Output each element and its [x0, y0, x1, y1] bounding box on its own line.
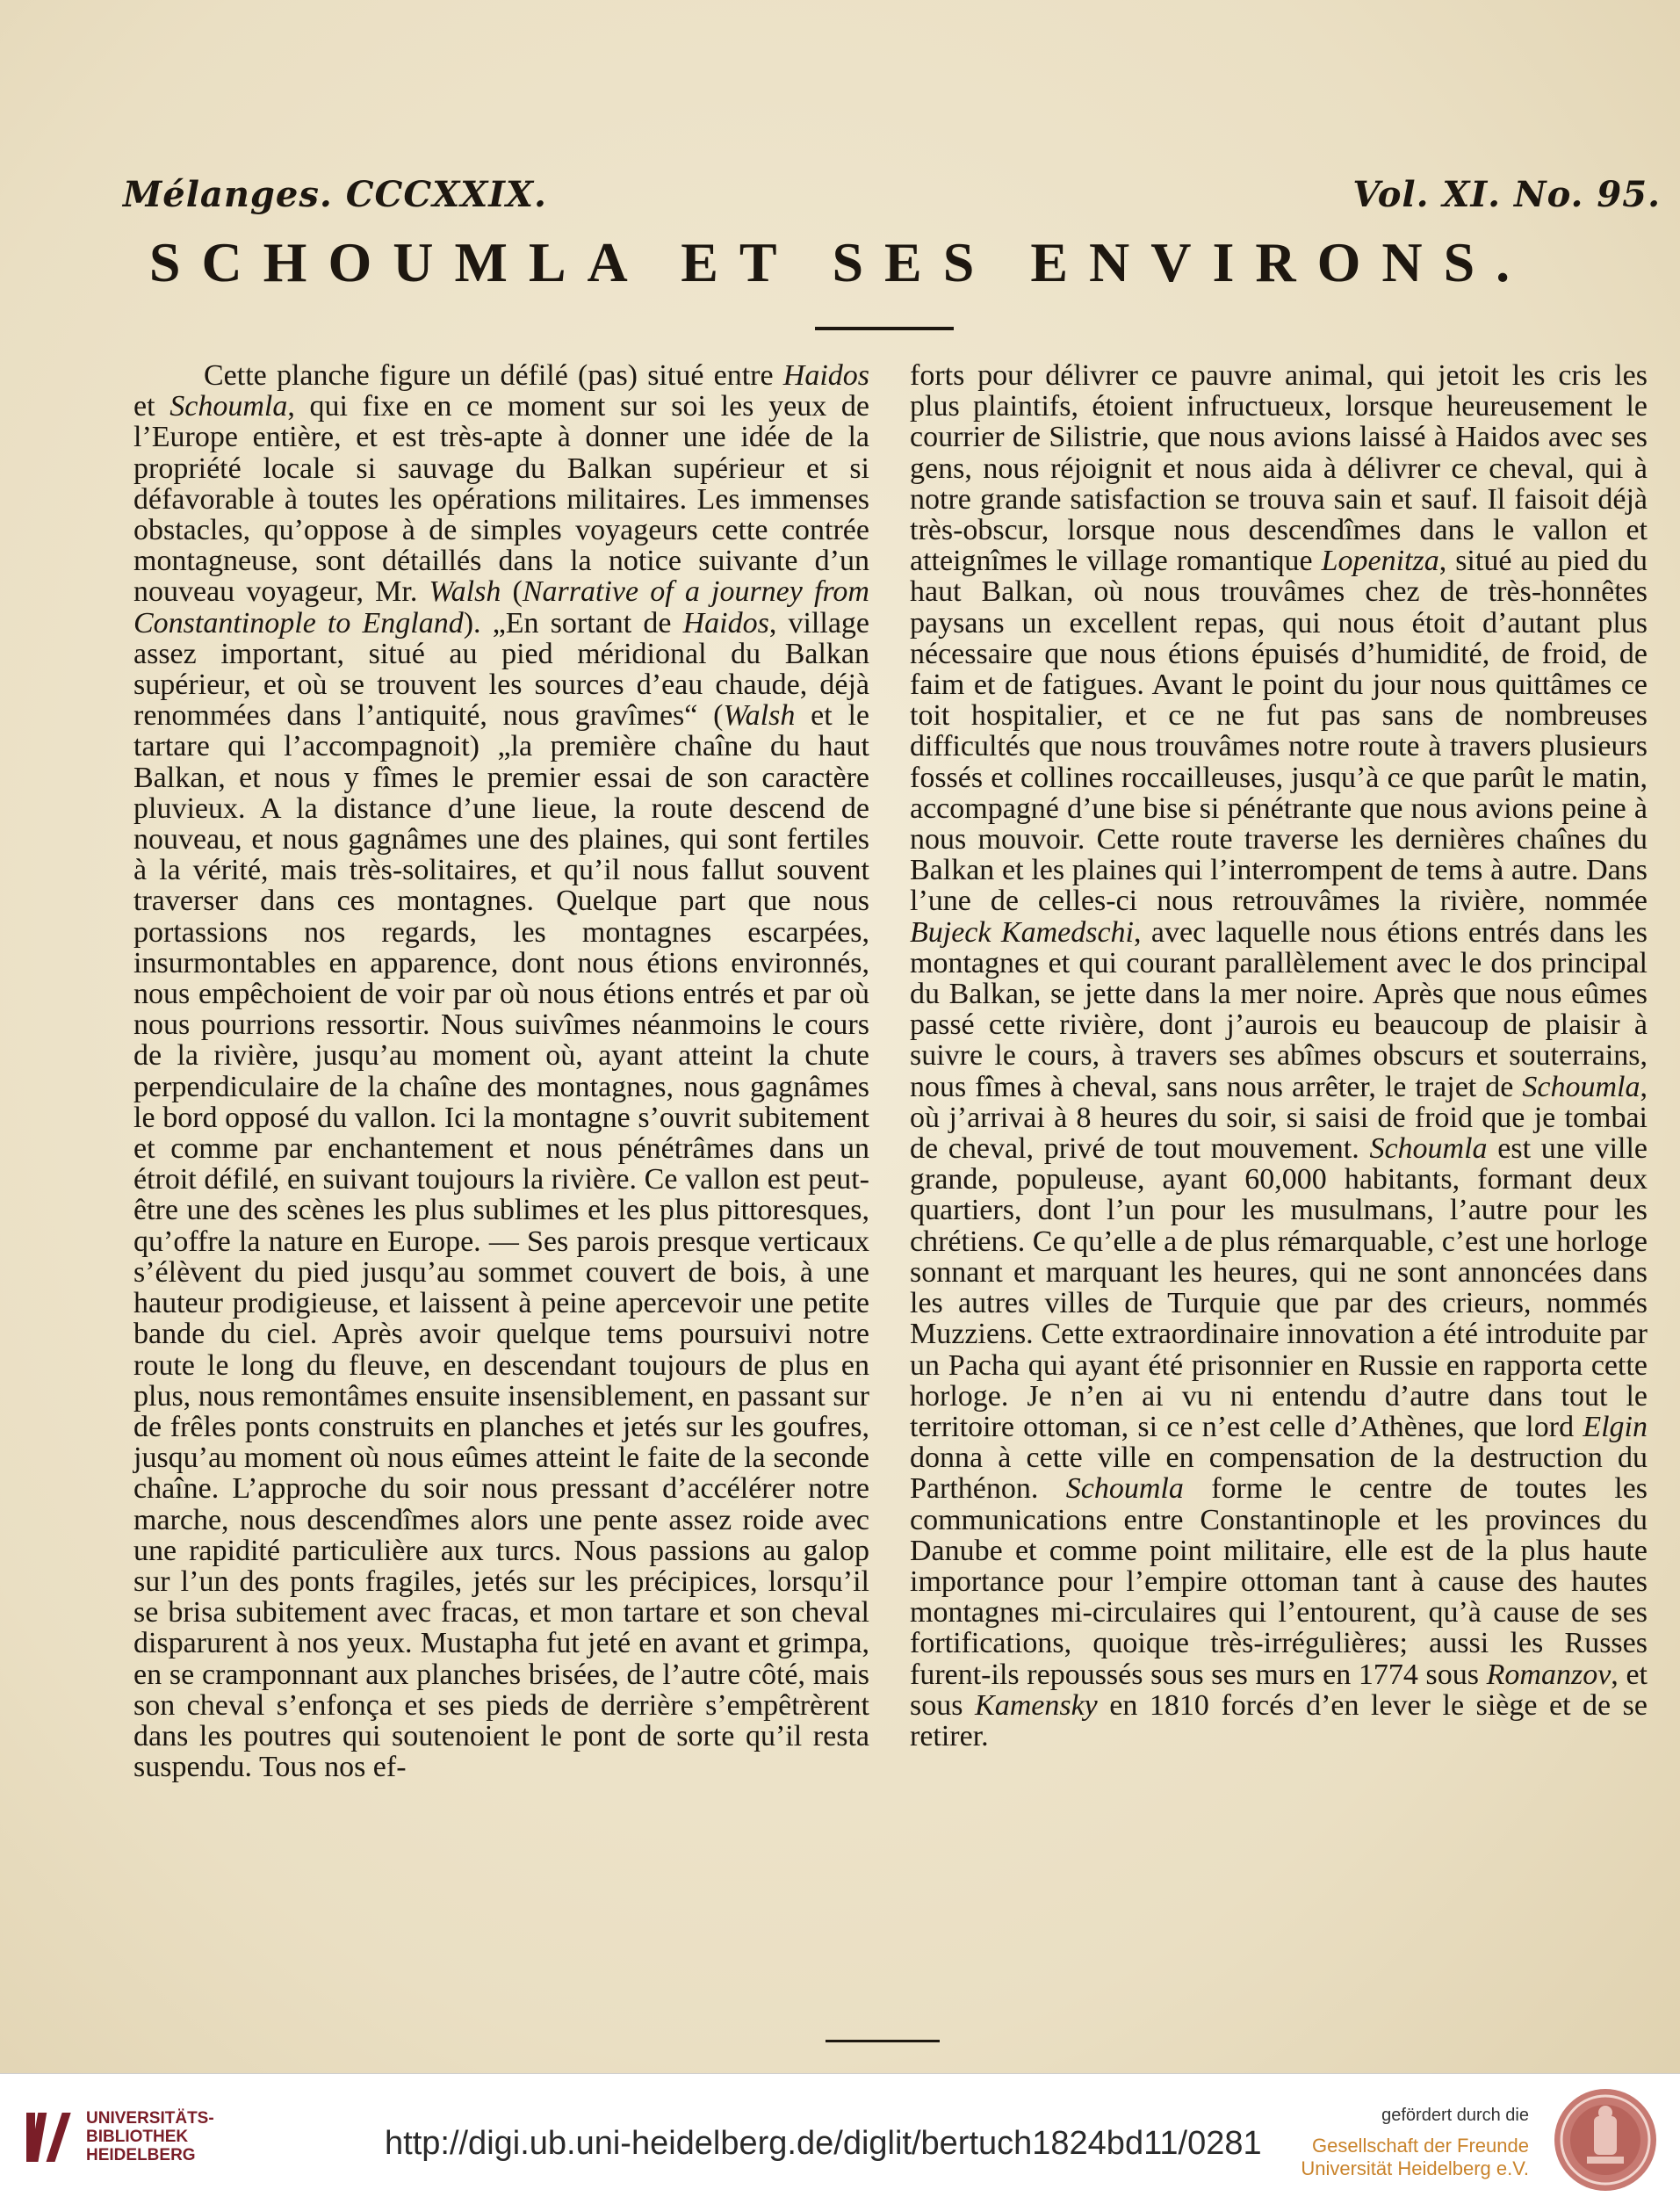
university-seal-icon: [1552, 2086, 1659, 2193]
text-run: (: [501, 575, 523, 609]
italic-run: Haidos: [782, 359, 869, 392]
sponsor-intro: gefördert durch die: [1381, 2106, 1529, 2125]
italic-run: Schoumla: [169, 390, 288, 423]
text-run: forme le centre de toutes les communications entre Constantinople et les provinces du Danube et comme point militaire, elle est de la plus haute importance pour l’empire ottoman tant à cause des hautes montagnes mi-circulaires qui l’entourent, qu’à cause de ses fortifications, quoique très-irrégulières; aussi les Russes furent-ils repoussés sous ses murs en 1774 sous: [910, 1472, 1648, 1691]
sponsor-name-line: Gesellschaft der Freunde: [1311, 2135, 1529, 2157]
text-run: forts pour délivrer ce pauvre animal, qui jetoit les cris les plus plaintifs, étoient infructueux, lorsque heureusement le courrier de Silistrie, que nous avions laissé à Haidos avec ses gens, nous réjoignit et nous aida à délivrer ce cheval, qui à notre grande satisfaction se trouva sain et sauf. Il faisoit déjà très-obscur, lorsque nous descendîmes dans le vallon et atteignîmes le village romantique: [910, 359, 1648, 578]
text-run: est une ville grande, populeuse, ayant 60,000 habitants, formant deux quartiers, dont l’un pour les musulmans, l’autre pour les chrétiens. Ce qu’elle a de plus rémarquable, c’est une horloge sonnant et marquant les heures, qui ne sont annoncées dans les autres villes de Turquie que par des crieurs, nommés Muzziens. Cette extraordinaire innovation a été introduite par un Pacha qui ayant été prisonnier en Russie en rapporta cette horloge. Je n’en ai vu ni entendu d’autre dans tout le territoire ottoman, si ce n’est celle d’Athènes, que lord: [910, 1132, 1648, 1443]
italic-run: Elgin: [1583, 1410, 1648, 1443]
italic-run: Schoumla: [1369, 1132, 1488, 1166]
text-run: , et sous: [910, 1658, 1648, 1722]
running-header-right: Vol. XI. No. 95.: [1352, 174, 1661, 215]
library-name-line: UNIVERSITÄTS-: [86, 2109, 214, 2128]
italic-run: Bujeck Kamedschi: [910, 915, 1134, 949]
title-rule: [815, 327, 954, 330]
italic-run: Haidos: [682, 606, 769, 640]
text-run: ). „En sortant de: [463, 606, 683, 640]
italic-run: Romanzov: [1486, 1658, 1612, 1691]
article-title: SCHOUMLA ET SES ENVIRONS.: [148, 231, 1532, 293]
italic-run: Schoumla: [1522, 1070, 1640, 1103]
sponsor-name-line: Universität Heidelberg e.V.: [1301, 2157, 1529, 2179]
text-run: , où j’arrivai à 8 heures du soir, si saisi de froid que je tombai de cheval, privé de tout mouvement.: [910, 1070, 1648, 1166]
text-run: Cette planche figure un défilé (pas) situé entre: [204, 359, 783, 392]
italic-run: Kamensky: [975, 1688, 1098, 1722]
italic-run: Walsh: [723, 699, 796, 733]
text-column-right: [910, 360, 1648, 1752]
italic-run: Narrative of a journey from Constantinople to England: [133, 575, 869, 640]
library-logo-icon: [25, 2109, 72, 2164]
text-run: , situé au pied du haut Balkan, où nous trouvâmes chez de très-honnêtes paysans un excellent repas, qui nous étoit d’autant plus nécessaire que nous étions épuisés d’humidité, de froid, de faim et de fatigues. Avant le point du jour nous quittâmes ce toit hospitalier, et ce ne fut pas sans de nombreuses difficultés que nous trouvâmes notre route à travers plusieurs fossés et collines roccailleuses, jusqu’à ce que parût le matin, accompagné d’une bise si pénétrante que nous avions peine à nous mouvoir. Cette route traverse les dernières chaînes du Balkan et les plaines qui l’interrompent de tems à autre. Dans l’une de celles-ci nous retrouvâmes la rivière, nommée: [910, 545, 1648, 918]
text-run: et: [133, 390, 170, 423]
italic-run: Schoumla: [1065, 1472, 1184, 1506]
italic-run: Lopenitza: [1321, 545, 1439, 578]
text-run: donna à cette ville en compensation de la destruction du Parthénon.: [910, 1442, 1648, 1506]
text-run: , village assez important, situé au pied méridional du Balkan supérieur, et où se trouvent les sources d’eau chaude, déjà renommées dans l’antiquité, nous gravîmes“ (: [133, 606, 870, 733]
running-header-left: Mélanges. CCCXXIX.: [123, 174, 547, 215]
text-run: et le tartare qui l’accompagnoit) „la première chaîne du haut Balkan, et nous y fîmes le premier essai de son caractère pluvieux. A la distance d’une lieue, la route descend de nouveau, et nous gagnâmes une des plaines, qui sont fertiles à la vérité, mais très-solitaires, et qu’il nous fallut souvent traverser dans ces montagnes. Quelque part que nous portassions nos regards, les montagnes escarpées, insurmontables en apparence, dont nous étions environnés, nous empêchoient de voir par où nous étions entrés et par où nous pourrions ressortir. Nous suivîmes néanmoins le cours de la rivière, jusqu’au moment où, ayant atteint la chute perpendiculaire de la chaîne des montagnes, nous gagnâmes le bord opposé du vallon. Ici la montagne s’ouvrit subitement et comme par enchantement et nous pénétrâmes dans un étroit défilé, en suivant toujours la rivière. Ce vallon est peut-être une des scènes les plus sublimes et les plus pittoresques, qu’offre la nature en Europe. — Ses parois presque verticaux s’élèvent du pied jusqu’au sommet couvert de bois, à une hauteur prodigieuse, et laissent à peine apercevoir une petite bande du ciel. Après avoir quelque tems poursuivi notre route le long du fleuve, en descendant toujours de plus en plus, nous remontâmes ensuite insensiblement, en passant sur de frêles ponts construits en planches et jetés sur les goufres, jusqu’au moment où nous eûmes atteint le faite de la seconde chaîne. L’approche du soir nous pressant d’accélérer notre marche, nous descendîmes alors une pente assez roide avec une rapidité particulière aux turcs. Nous passions au galop sur l’un des ponts fragiles, jetés sur les précipices, lorsqu’il se brisa subitement avec fracas, et mon tartare et son cheval disparurent à nos yeux. Mustapha fut jeté en avant et grimpa, en se cramponnant aux planches brisées, de l’autre côté, mais son cheval s’enfonça et ses pieds de derrière s’empêtrèrent dans les poutres qui soutenoient le pont de sorte qu’il resta suspendu. Tous nos ef-: [133, 699, 869, 1784]
text-column-left: [133, 360, 869, 1782]
text-run: en 1810 forcés d’en lever le siège et de se retirer.: [910, 1688, 1648, 1752]
permalink-url[interactable]: http://digi.ub.uni-heidelberg.de/diglit/bertuch1824bd11/0281: [385, 2125, 1262, 2162]
text-run: , avec laquelle nous étions entrés dans les montagnes et qui courant parallèlement avec le dos principal du Balkan, se jette dans la mer noire. Après que nous eûmes passé cette rivière, dont j’aurois eu beaucoup de plaisir à suivre le cours, à travers ses abîmes obscurs et souterrains, nous fîmes à cheval, sans nous arrêter, le trajet de: [910, 915, 1648, 1103]
library-name: [86, 2109, 214, 2164]
library-name-line: BIBLIOTHEK: [86, 2128, 189, 2146]
italic-run: Walsh: [429, 575, 501, 609]
end-rule: [826, 2040, 940, 2042]
library-name-line: HEIDELBERG: [86, 2146, 196, 2164]
footer-bar: [0, 2073, 1680, 2204]
sponsor-block: [1301, 2106, 1529, 2180]
text-run: , qui fixe en ce moment sur soi les yeux de l’Europe entière, et est très-apte à donner une idée de la propriété locale si sauvage du Balkan supérieur et si défavorable à toutes les opérations militaires. Les immenses obstacles, qu’oppose à de simples voyageurs cette contrée montagneuse, sont détaillés dans la notice suivante d’un nouveau voyageur, Mr.: [133, 390, 869, 609]
